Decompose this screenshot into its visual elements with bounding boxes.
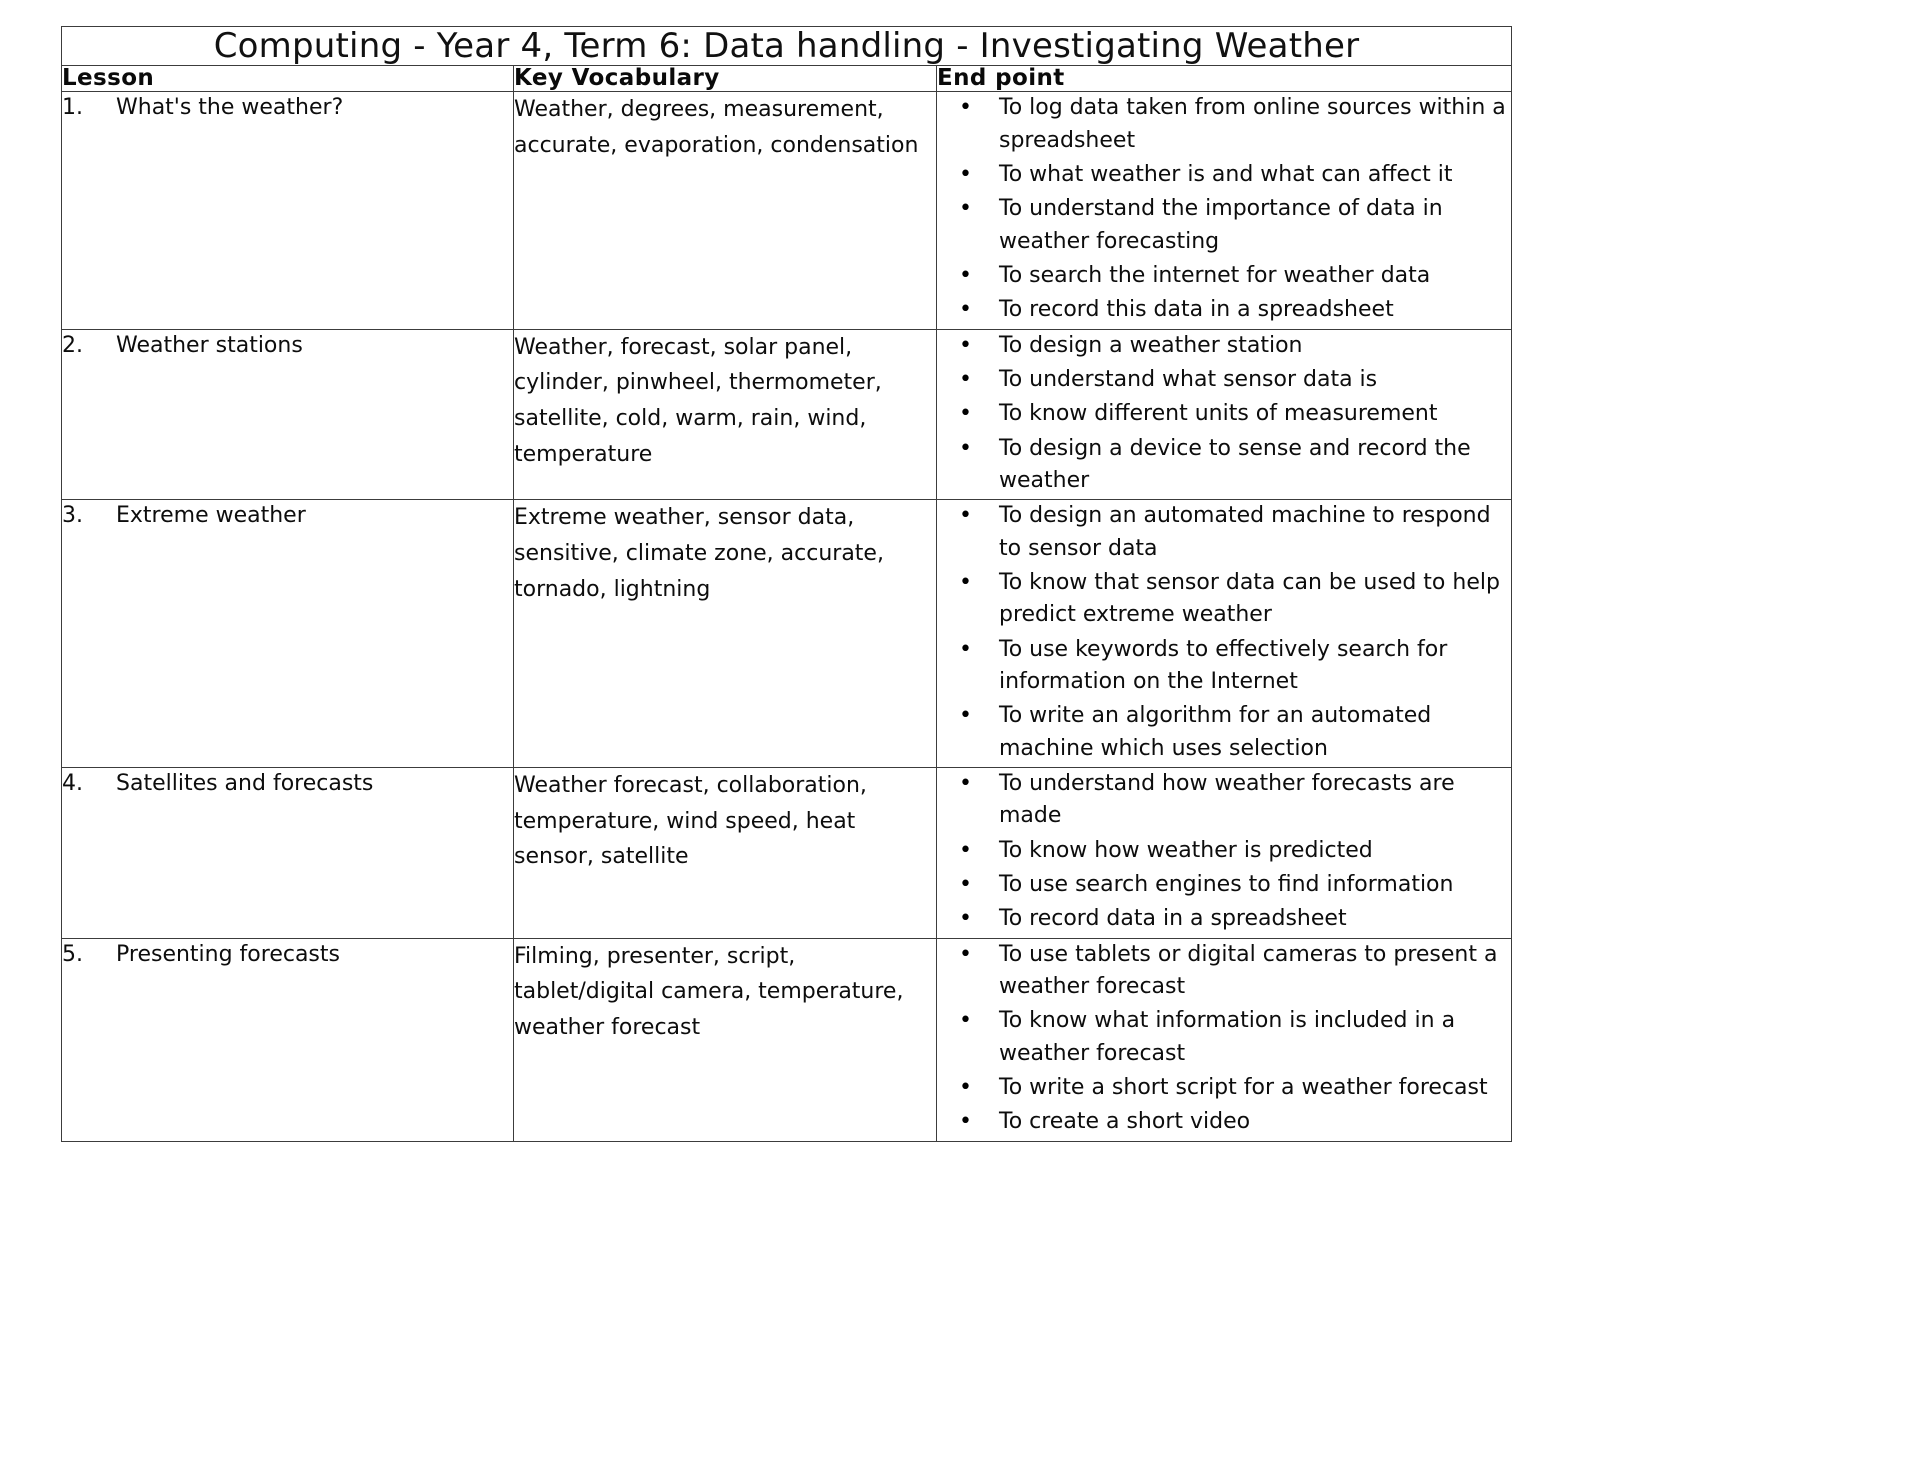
vocabulary-text: Extreme weather, sensor data, sensitive, climate zone, accurate, tornado, lightning — [514, 505, 884, 602]
endpoint-item — [937, 634, 1511, 699]
endpoint-text: To know how weather is predicted — [999, 837, 1373, 863]
bullet-icon: • — [959, 837, 972, 863]
endpoint-text: To search the internet for weather data — [999, 263, 1431, 289]
lesson-title: Satellites and forecasts — [116, 770, 374, 796]
bullet-icon: • — [959, 770, 972, 796]
endpoint-text: To understand what sensor data is — [999, 367, 1378, 392]
vocabulary-cell — [514, 767, 937, 938]
endpoint-text: To write a short script for a weather forecast — [999, 1074, 1488, 1100]
title-row — [62, 27, 1512, 66]
column-header-endpoint — [937, 66, 1512, 92]
endpoint-item — [937, 330, 1511, 362]
lesson-entry — [62, 768, 513, 800]
vocabulary-text: Filming, presenter, script, tablet/digital camera, temperature, weather forecast — [514, 943, 904, 1040]
lesson-cell — [62, 92, 514, 329]
endpoint-item — [937, 364, 1511, 396]
endpoint-text: To create a short video — [999, 1109, 1251, 1135]
table-body — [62, 27, 1512, 1142]
bullet-icon: • — [959, 1008, 972, 1034]
bullet-icon: • — [959, 367, 972, 392]
bullet-icon: • — [959, 401, 972, 427]
bullet-icon: • — [959, 703, 972, 729]
table-row — [62, 500, 1512, 768]
lesson-number: 1. — [62, 95, 83, 121]
lesson-cell — [62, 329, 514, 500]
lesson-entry — [62, 92, 513, 124]
lesson-entry — [62, 939, 513, 971]
lesson-title: Extreme weather — [116, 503, 306, 529]
lesson-cell — [62, 938, 514, 1141]
endpoint-text: To record data in a spreadsheet — [999, 906, 1347, 932]
bullet-icon: • — [959, 95, 972, 121]
endpoint-text: To understand how weather forecasts are made — [999, 770, 1455, 829]
lesson-number: 5. — [62, 941, 83, 967]
endpoint-text: To use keywords to effectively search for information on the Internet — [999, 636, 1448, 694]
endpoint-text: To understand the importance of data in weather forecasting — [999, 196, 1443, 254]
vocabulary-cell — [514, 938, 937, 1141]
lesson-cell — [62, 500, 514, 768]
endpoint-item — [937, 500, 1511, 565]
endpoint-item — [937, 193, 1511, 258]
endpoint-cell — [937, 767, 1512, 938]
endpoint-list — [937, 92, 1511, 326]
column-header-endpoint-label: End point — [937, 65, 1065, 92]
endpoint-item — [937, 903, 1511, 935]
bullet-icon: • — [959, 332, 972, 358]
bullet-icon: • — [959, 503, 972, 529]
column-header-row — [62, 66, 1512, 92]
endpoint-list — [937, 500, 1511, 765]
bullet-icon: • — [959, 263, 972, 289]
lesson-title: Weather stations — [116, 332, 303, 358]
endpoint-item — [937, 1106, 1511, 1138]
vocabulary-cell — [514, 92, 937, 329]
endpoint-item — [937, 869, 1511, 901]
lesson-entry — [62, 500, 513, 532]
endpoint-item — [937, 1005, 1511, 1070]
endpoint-cell — [937, 500, 1512, 768]
bullet-icon: • — [959, 1109, 972, 1135]
lesson-number: 2. — [62, 332, 83, 358]
endpoint-text: To use search engines to find information — [999, 871, 1454, 897]
bullet-icon: • — [959, 196, 972, 222]
lesson-number: 4. — [62, 770, 83, 796]
lesson-entry — [62, 330, 513, 362]
endpoint-text: To know that sensor data can be used to help predict extreme weather — [999, 569, 1500, 628]
bullet-icon: • — [959, 569, 972, 595]
endpoint-cell — [937, 92, 1512, 329]
column-header-vocabulary — [514, 66, 937, 92]
bullet-icon: • — [959, 297, 972, 323]
endpoint-cell — [937, 938, 1512, 1141]
endpoint-item — [937, 939, 1511, 1004]
bullet-icon: • — [959, 941, 972, 967]
endpoint-text: To record this data in a spreadsheet — [999, 297, 1394, 323]
column-header-lesson-label: Lesson — [62, 65, 155, 92]
bullet-icon: • — [959, 871, 972, 897]
bullet-icon: • — [959, 162, 972, 188]
document-title-cell — [62, 27, 1512, 66]
table-row — [62, 767, 1512, 938]
endpoint-text: To design a weather station — [999, 332, 1303, 358]
endpoint-list — [937, 768, 1511, 936]
table-row — [62, 92, 1512, 329]
page-title: Computing - Year 4, Term 6: Data handling - Investigating Weather — [213, 26, 1360, 66]
vocabulary-cell — [514, 329, 937, 500]
endpoint-text: To design an automated machine to respond to sensor data — [999, 503, 1491, 561]
endpoint-text: To design a device to sense and record the weather — [999, 435, 1471, 493]
column-header-lesson — [62, 66, 514, 92]
vocabulary-text: Weather, degrees, measurement, accurate, evaporation, condensation — [514, 97, 919, 158]
lesson-cell — [62, 767, 514, 938]
endpoint-item — [937, 567, 1511, 632]
lesson-number: 3. — [62, 503, 83, 529]
endpoint-text: To know different units of measurement — [999, 401, 1438, 427]
endpoint-item — [937, 398, 1511, 430]
vocabulary-cell — [514, 500, 937, 768]
bullet-icon: • — [959, 636, 972, 662]
column-header-vocabulary-label: Key Vocabulary — [514, 65, 720, 92]
lesson-title: What's the weather? — [116, 95, 344, 121]
bullet-icon: • — [959, 1074, 972, 1100]
endpoint-text: To log data taken from online sources within a spreadsheet — [999, 95, 1506, 153]
endpoint-item — [937, 92, 1511, 157]
bullet-icon: • — [959, 906, 972, 932]
endpoint-text: To know what information is included in a weather forecast — [999, 1008, 1456, 1066]
endpoint-text: To write an algorithm for an automated machine which uses selection — [999, 703, 1432, 761]
table-row — [62, 329, 1512, 500]
curriculum-overview-table — [61, 26, 1512, 1142]
endpoint-cell — [937, 329, 1512, 500]
endpoint-text: To use tablets or digital cameras to present a weather forecast — [999, 941, 1498, 999]
endpoint-item — [937, 433, 1511, 498]
vocabulary-text: Weather, forecast, solar panel, cylinder, pinwheel, thermometer, satellite, cold, warm, rain, wind, temperature — [514, 334, 882, 467]
vocabulary-text: Weather forecast, collaboration, temperature, wind speed, heat sensor, satellite — [514, 772, 867, 870]
lesson-title: Presenting forecasts — [116, 941, 340, 967]
endpoint-list — [937, 330, 1511, 498]
endpoint-item — [937, 159, 1511, 191]
table-row — [62, 938, 1512, 1141]
endpoint-text: To what weather is and what can affect it — [999, 162, 1453, 188]
endpoint-list — [937, 939, 1511, 1139]
endpoint-item — [937, 835, 1511, 867]
endpoint-item — [937, 294, 1511, 326]
endpoint-item — [937, 700, 1511, 765]
endpoint-item — [937, 260, 1511, 292]
endpoint-item — [937, 1072, 1511, 1104]
endpoint-item — [937, 768, 1511, 833]
bullet-icon: • — [959, 435, 972, 461]
